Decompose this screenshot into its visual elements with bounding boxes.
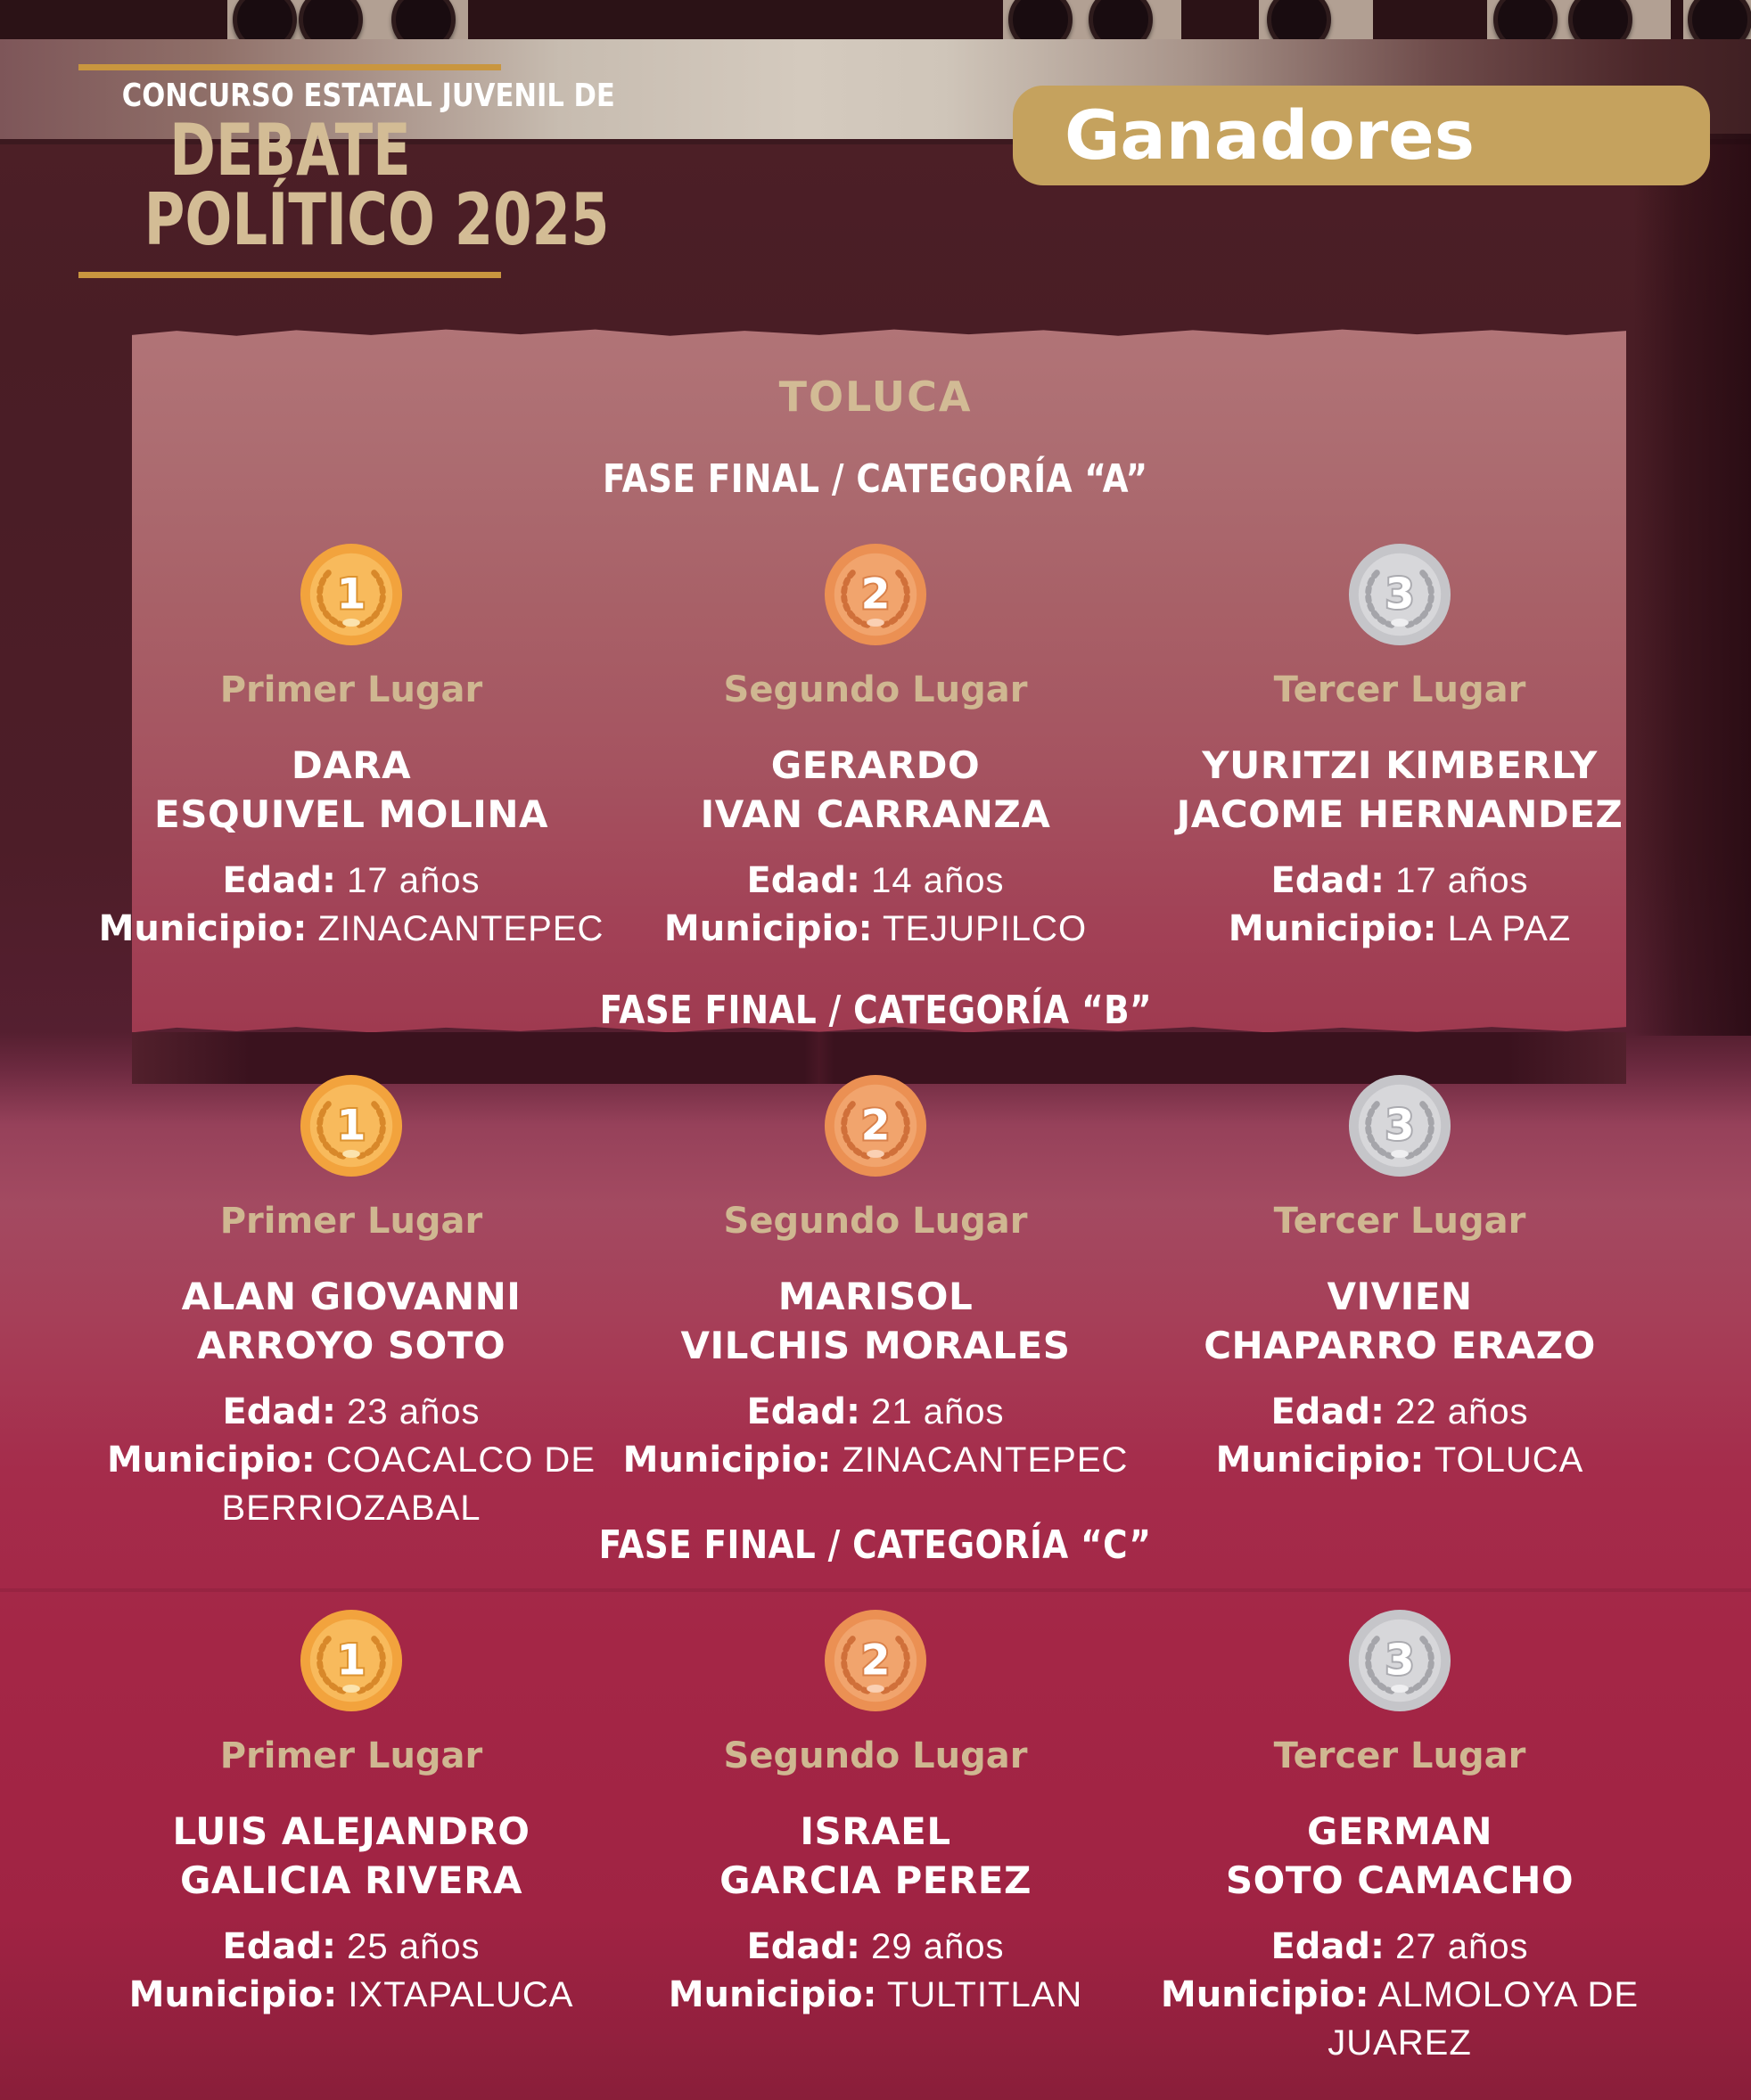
winner-card (1138, 542, 1662, 953)
age-label: Edad: (222, 860, 337, 902)
municipality-line (1138, 905, 1662, 953)
medal-icon (1347, 1608, 1452, 1713)
category-section (89, 1522, 1662, 2067)
winner-name-line2: GARCIA PEREZ (719, 1858, 1032, 1902)
winner-card (613, 1073, 1138, 1532)
title-line-2 (78, 178, 610, 262)
winner-name-line2: VILCHIS MORALES (680, 1323, 1071, 1367)
gold-divider-top (78, 64, 501, 70)
medal-icon (299, 1608, 404, 1713)
age-line (613, 857, 1138, 905)
winner-details (1138, 1923, 1662, 2067)
age-value: 22 años (1395, 1392, 1529, 1432)
category-heading (89, 456, 1662, 503)
age-label: Edad: (746, 1926, 861, 1968)
municipality-value: LA PAZ (1447, 909, 1572, 949)
age-line (89, 1388, 613, 1436)
medal-icon (823, 1073, 928, 1178)
age-line (89, 1923, 613, 1971)
winner-name-line2: CHAPARRO ERAZO (1204, 1323, 1596, 1367)
place-label: Segundo Lugar (723, 1735, 1028, 1776)
age-label: Edad: (1270, 1391, 1385, 1433)
medal-icon (823, 542, 928, 647)
age-line (613, 1388, 1138, 1436)
municipality-value: TOLUCA (1434, 1440, 1584, 1481)
age-value: 17 años (1395, 861, 1529, 901)
medal-icon (299, 542, 404, 647)
age-line (613, 1923, 1138, 1971)
category-heading-text: FASE FINAL / CATEGORÍA “A” (603, 456, 1148, 502)
winner-name (1138, 742, 1662, 839)
winner-name (613, 742, 1138, 839)
medal-icon (823, 1608, 928, 1713)
winner-name-line1: MARISOL (777, 1275, 974, 1318)
age-value: 25 años (347, 1927, 481, 1967)
svg-text:1: 1 (336, 1636, 366, 1686)
medal-icon (1347, 1073, 1452, 1178)
age-value: 29 años (871, 1927, 1005, 1967)
title-line-1 (78, 109, 501, 192)
title-block (78, 64, 615, 278)
municipality-line (89, 905, 613, 953)
place-label: Tercer Lugar (1273, 1735, 1526, 1776)
municipality-label: Municipio: (98, 908, 308, 950)
winner-name-line1: GERARDO (770, 743, 981, 787)
municipality-value: ZINACANTEPEC (317, 909, 604, 949)
svg-text:2: 2 (860, 1636, 891, 1686)
medal-icon (299, 1073, 404, 1178)
municipality-value: TEJUPILCO (883, 909, 1088, 949)
winner-card (613, 542, 1138, 953)
age-line (89, 857, 613, 905)
medal-icon (1347, 542, 1452, 647)
title-line-2-text: POLÍTICO 2025 (144, 178, 610, 262)
place-label: Segundo Lugar (723, 669, 1028, 710)
category-heading-text: FASE FINAL / CATEGORÍA “B” (599, 988, 1152, 1033)
svg-text:3: 3 (1385, 1101, 1415, 1151)
place-label: Primer Lugar (219, 669, 483, 710)
winner-name (1138, 1273, 1662, 1370)
age-value: 17 años (347, 861, 481, 901)
category-section (89, 456, 1662, 953)
winner-name-line1: GERMAN (1307, 1809, 1492, 1853)
svg-text:3: 3 (1385, 1636, 1415, 1686)
municipality-line (89, 1436, 613, 1532)
winner-card (89, 542, 613, 953)
winner-details (89, 1923, 613, 2019)
winner-name (89, 1273, 613, 1370)
municipality-label: Municipio: (622, 1440, 832, 1481)
municipality-value: ZINACANTEPEC (842, 1440, 1129, 1481)
place-label: Tercer Lugar (1273, 669, 1526, 710)
municipality-value: ALMOLOYA DE JUAREZ (1328, 1975, 1640, 2063)
winner-name-line2: SOTO CAMACHO (1225, 1858, 1574, 1902)
place-label: Primer Lugar (219, 1201, 483, 1242)
place-label: Primer Lugar (219, 1735, 483, 1776)
winner-name-line2: GALICIA RIVERA (180, 1858, 522, 1902)
place-label: Tercer Lugar (1273, 1201, 1526, 1242)
municipality-line (89, 1971, 613, 2019)
municipality-value: IXTAPALUCA (348, 1975, 574, 2015)
location-title: TOLUCA (778, 373, 973, 421)
category-heading (89, 1522, 1662, 1569)
municipality-label: Municipio: (1160, 1974, 1369, 2016)
winner-name-line2: JACOME HERNANDEZ (1176, 792, 1624, 836)
municipality-line (613, 1436, 1138, 1484)
winner-name (89, 742, 613, 839)
age-label: Edad: (1270, 1926, 1385, 1968)
svg-text:2: 2 (860, 1101, 891, 1151)
winner-card (1138, 1608, 1662, 2067)
ganadores-badge-label: Ganadores (1065, 95, 1475, 175)
title-line-1-text: DEBATE (169, 109, 411, 192)
municipality-label: Municipio: (668, 1974, 877, 2016)
winner-details (613, 1923, 1138, 2019)
winner-details (89, 857, 613, 953)
age-line (1138, 1388, 1662, 1436)
winner-name-line1: VIVIEN (1327, 1275, 1473, 1318)
winners-row (89, 1073, 1662, 1532)
winners-row (89, 542, 1662, 953)
winner-name-line2: ESQUIVEL MOLINA (154, 792, 548, 836)
municipality-line (1138, 1436, 1662, 1484)
title-kicker-text: CONCURSO ESTATAL JUVENIL DE (121, 78, 615, 114)
winner-name-line1: ISRAEL (800, 1809, 951, 1853)
winner-details (613, 857, 1138, 953)
age-value: 14 años (871, 861, 1005, 901)
municipality-line (613, 1971, 1138, 2019)
municipality-label: Municipio: (1228, 908, 1437, 950)
winner-name-line1: YURITZI KIMBERLY (1202, 743, 1598, 787)
winner-card (89, 1608, 613, 2067)
svg-text:1: 1 (336, 1101, 366, 1151)
place-label: Segundo Lugar (723, 1201, 1028, 1242)
winner-name (89, 1808, 613, 1905)
ganadores-badge (1013, 86, 1710, 185)
winner-name-line1: LUIS ALEJANDRO (172, 1809, 530, 1853)
municipality-label: Municipio: (1215, 1440, 1425, 1481)
winner-name (613, 1808, 1138, 1905)
age-value: 21 años (871, 1392, 1005, 1432)
winner-name (613, 1273, 1138, 1370)
age-line (1138, 857, 1662, 905)
winner-card (613, 1608, 1138, 2067)
category-heading-text: FASE FINAL / CATEGORÍA “C” (599, 1522, 1152, 1568)
winners-row (89, 1608, 1662, 2067)
winner-name-line2: ARROYO SOTO (196, 1323, 506, 1367)
winner-name-line1: DARA (291, 743, 412, 787)
age-value: 27 años (1395, 1927, 1529, 1967)
winner-card (89, 1073, 613, 1532)
winner-details (613, 1388, 1138, 1484)
gold-divider-bottom (78, 272, 501, 278)
winner-details (1138, 1388, 1662, 1484)
winner-name-line2: IVAN CARRANZA (700, 792, 1051, 836)
age-label: Edad: (746, 1391, 861, 1433)
winner-details (1138, 857, 1662, 953)
municipality-value: COACALCO DE BERRIOZABAL (221, 1440, 596, 1529)
winner-name-line1: ALAN GIOVANNI (181, 1275, 522, 1318)
category-heading (89, 988, 1662, 1034)
municipality-line (1138, 1971, 1662, 2067)
municipality-label: Municipio: (106, 1440, 316, 1481)
municipality-line (613, 905, 1138, 953)
age-value: 23 años (347, 1392, 481, 1432)
age-label: Edad: (1270, 860, 1385, 902)
winner-card (1138, 1073, 1662, 1532)
winner-details (89, 1388, 613, 1532)
age-label: Edad: (222, 1926, 337, 1968)
age-label: Edad: (222, 1391, 337, 1433)
age-line (1138, 1923, 1662, 1971)
municipality-label: Municipio: (128, 1974, 338, 2016)
winner-name (1138, 1808, 1662, 1905)
age-label: Edad: (746, 860, 861, 902)
svg-text:3: 3 (1385, 570, 1415, 619)
municipality-value: TULTITLAN (886, 1975, 1083, 2015)
category-section (89, 988, 1662, 1532)
svg-text:1: 1 (336, 570, 366, 619)
svg-text:2: 2 (860, 570, 891, 619)
municipality-label: Municipio: (663, 908, 873, 950)
